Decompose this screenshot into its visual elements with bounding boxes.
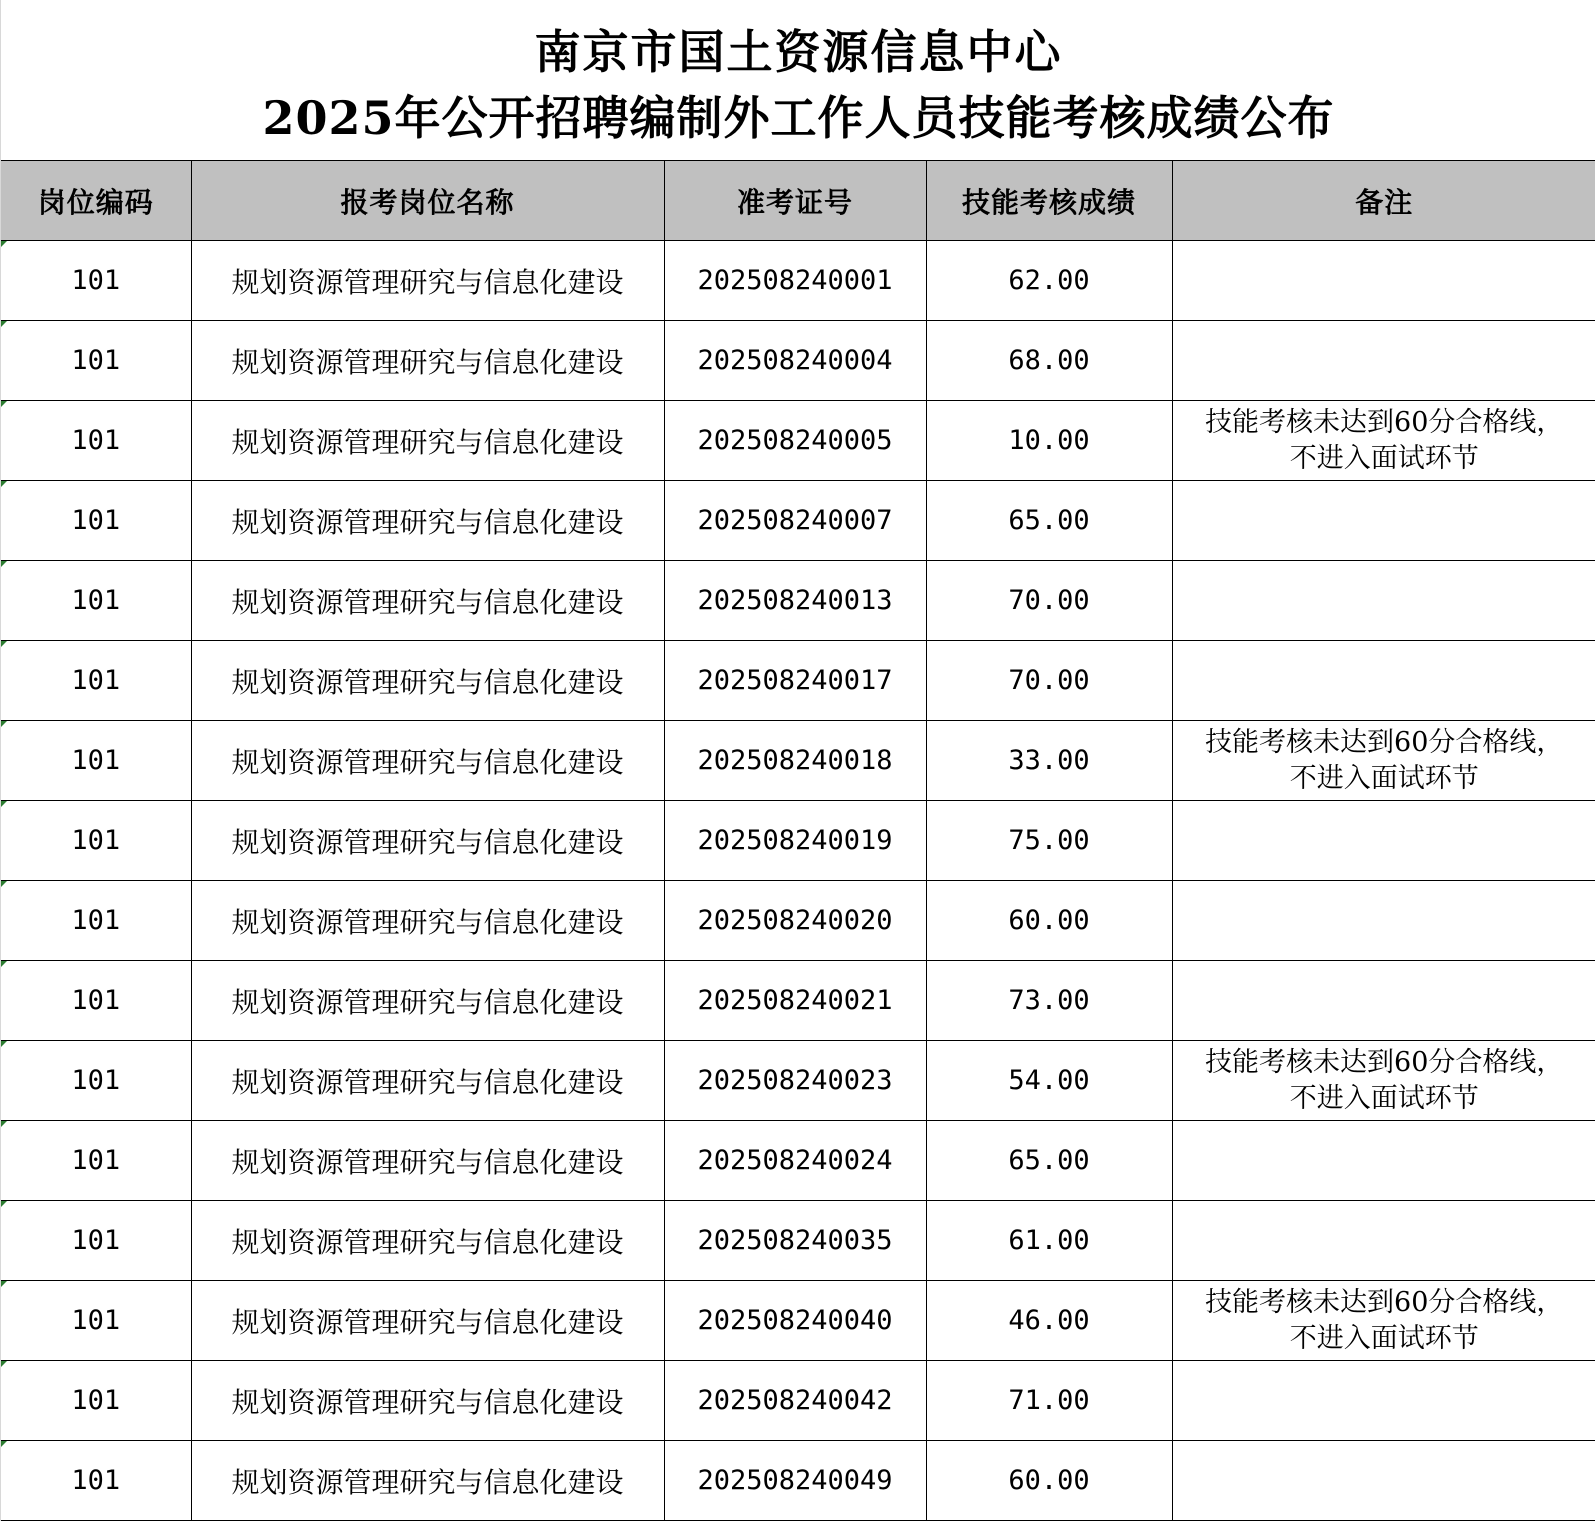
ticket-number-cell: 202508240042: [664, 1361, 926, 1441]
table-row: [1, 801, 1595, 881]
header-position-code: 岗位编码: [1, 161, 191, 241]
position-name-cell: 规划资源管理研究与信息化建设: [191, 481, 664, 561]
position-code-cell: 101: [1, 881, 191, 961]
remark-line-1: 技能考核未达到60分合格线，: [1205, 406, 1564, 438]
position-name-cell: 规划资源管理研究与信息化建设: [191, 1361, 664, 1441]
skill-score-cell: 65.00: [926, 1121, 1172, 1201]
remark-cell: [1172, 481, 1595, 561]
header-skill-score: 技能考核成绩: [926, 161, 1172, 241]
position-name-cell: 规划资源管理研究与信息化建设: [191, 1281, 664, 1361]
position-code-cell: 101: [1, 1281, 191, 1361]
skill-score-cell: 46.00: [926, 1281, 1172, 1361]
position-code-cell: 101: [1, 481, 191, 561]
table-row: [1, 721, 1595, 801]
remark-line-2: 不进入面试环节: [1289, 442, 1479, 474]
table-row: [1, 321, 1595, 401]
ticket-number-cell: 202508240019: [664, 801, 926, 881]
ticket-number-cell: 202508240005: [664, 401, 926, 481]
table-row: [1, 401, 1595, 481]
score-table: [1, 160, 1595, 1521]
title-block: [1, 0, 1595, 160]
score-table-body: [1, 241, 1595, 1521]
remark-cell: [1172, 1121, 1595, 1201]
skill-score-cell: 62.00: [926, 241, 1172, 321]
skill-score-cell: 71.00: [926, 1361, 1172, 1441]
ticket-number-cell: 202508240049: [664, 1441, 926, 1521]
ticket-number-cell: 202508240018: [664, 721, 926, 801]
header-position-name: 报考岗位名称: [191, 161, 664, 241]
position-name-cell: 规划资源管理研究与信息化建设: [191, 801, 664, 881]
skill-score-cell: 60.00: [926, 1441, 1172, 1521]
header-ticket-number: 准考证号: [664, 161, 926, 241]
position-code-cell: 101: [1, 801, 191, 881]
position-code-cell: 101: [1, 1201, 191, 1281]
position-code-cell: 101: [1, 1361, 191, 1441]
table-row: [1, 481, 1595, 561]
ticket-number-cell: 202508240023: [664, 1041, 926, 1121]
header-remark: 备注: [1172, 161, 1595, 241]
remark-cell: [1172, 321, 1595, 401]
position-code-cell: 101: [1, 1041, 191, 1121]
table-row: [1, 1041, 1595, 1121]
ticket-number-cell: 202508240017: [664, 641, 926, 721]
remark-line-2: 不进入面试环节: [1289, 1322, 1479, 1354]
remark-cell: [1172, 1041, 1595, 1121]
ticket-number-cell: 202508240001: [664, 241, 926, 321]
position-name-cell: 规划资源管理研究与信息化建设: [191, 401, 664, 481]
position-code-cell: 101: [1, 961, 191, 1041]
remark-cell: [1172, 241, 1595, 321]
ticket-number-cell: 202508240024: [664, 1121, 926, 1201]
skill-score-cell: 68.00: [926, 321, 1172, 401]
position-code-cell: 101: [1, 401, 191, 481]
remark-cell: [1172, 881, 1595, 961]
position-name-cell: 规划资源管理研究与信息化建设: [191, 1441, 664, 1521]
position-name-cell: 规划资源管理研究与信息化建设: [191, 1121, 664, 1201]
table-row: [1, 1121, 1595, 1201]
remark-line-1: 技能考核未达到60分合格线，: [1205, 1046, 1564, 1078]
position-code-cell: 101: [1, 561, 191, 641]
ticket-number-cell: 202508240035: [664, 1201, 926, 1281]
skill-score-cell: 61.00: [926, 1201, 1172, 1281]
header-row: [1, 161, 1595, 241]
table-row: [1, 1201, 1595, 1281]
remark-cell: [1172, 561, 1595, 641]
position-code-cell: 101: [1, 321, 191, 401]
position-name-cell: 规划资源管理研究与信息化建设: [191, 641, 664, 721]
remark-line-2: 不进入面试环节: [1289, 1082, 1479, 1114]
position-code-cell: 101: [1, 241, 191, 321]
remark-cell: [1172, 801, 1595, 881]
position-code-cell: 101: [1, 721, 191, 801]
position-code-cell: 101: [1, 641, 191, 721]
table-row: [1, 1281, 1595, 1361]
table-row: [1, 1361, 1595, 1441]
remark-cell: [1172, 1441, 1595, 1521]
ticket-number-cell: 202508240013: [664, 561, 926, 641]
ticket-number-cell: 202508240004: [664, 321, 926, 401]
table-row: [1, 241, 1595, 321]
remark-cell: [1172, 721, 1595, 801]
remark-cell: [1172, 401, 1595, 481]
table-row: [1, 1441, 1595, 1521]
skill-score-cell: 33.00: [926, 721, 1172, 801]
position-name-cell: 规划资源管理研究与信息化建设: [191, 961, 664, 1041]
position-name-cell: 规划资源管理研究与信息化建设: [191, 241, 664, 321]
skill-score-cell: 73.00: [926, 961, 1172, 1041]
remark-line-1: 技能考核未达到60分合格线，: [1205, 726, 1564, 758]
position-name-cell: 规划资源管理研究与信息化建设: [191, 1201, 664, 1281]
skill-score-cell: 70.00: [926, 561, 1172, 641]
ticket-number-cell: 202508240007: [664, 481, 926, 561]
position-code-cell: 101: [1, 1121, 191, 1201]
position-name-cell: 规划资源管理研究与信息化建设: [191, 1041, 664, 1121]
remark-cell: [1172, 1281, 1595, 1361]
skill-score-cell: 75.00: [926, 801, 1172, 881]
remark-cell: [1172, 961, 1595, 1041]
remark-cell: [1172, 1201, 1595, 1281]
skill-score-cell: 60.00: [926, 881, 1172, 961]
table-row: [1, 961, 1595, 1041]
skill-score-cell: 10.00: [926, 401, 1172, 481]
skill-score-cell: 70.00: [926, 641, 1172, 721]
ticket-number-cell: 202508240020: [664, 881, 926, 961]
skill-score-cell: 65.00: [926, 481, 1172, 561]
table-row: [1, 641, 1595, 721]
table-row: [1, 881, 1595, 961]
remark-line-2: 不进入面试环节: [1289, 762, 1479, 794]
ticket-number-cell: 202508240040: [664, 1281, 926, 1361]
skill-score-cell: 54.00: [926, 1041, 1172, 1121]
position-name-cell: 规划资源管理研究与信息化建设: [191, 881, 664, 961]
position-name-cell: 规划资源管理研究与信息化建设: [191, 321, 664, 401]
position-name-cell: 规划资源管理研究与信息化建设: [191, 561, 664, 641]
position-code-cell: 101: [1, 1441, 191, 1521]
remark-cell: [1172, 1361, 1595, 1441]
remark-line-1: 技能考核未达到60分合格线，: [1205, 1286, 1564, 1318]
table-row: [1, 561, 1595, 641]
page-subtitle: 2025年公开招聘编制外工作人员技能考核成绩公布: [262, 91, 1335, 145]
ticket-number-cell: 202508240021: [664, 961, 926, 1041]
position-name-cell: 规划资源管理研究与信息化建设: [191, 721, 664, 801]
page-title: 南京市国土资源信息中心: [534, 25, 1063, 79]
remark-cell: [1172, 641, 1595, 721]
